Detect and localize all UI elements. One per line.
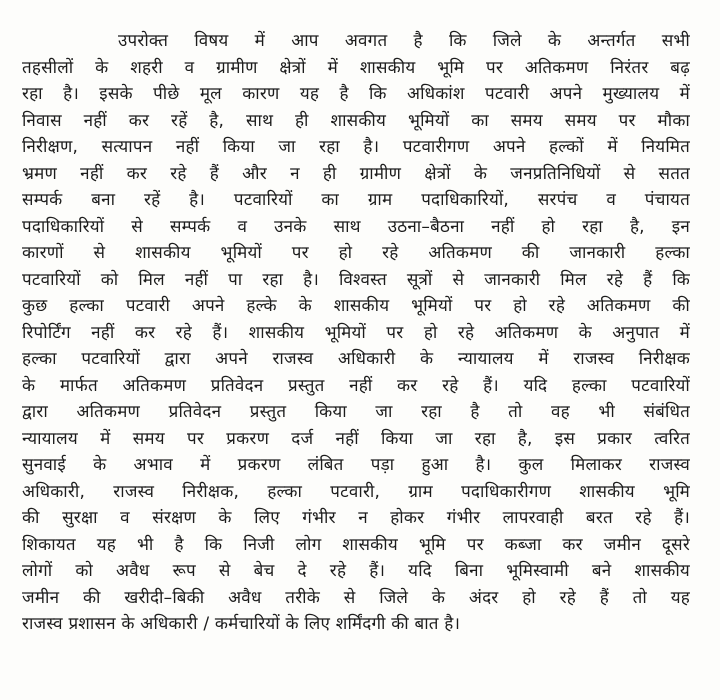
paragraph-line: द्वारा अतिकमण प्रतिवेदन प्रस्तुत किया जा रहा है तो वह भी संबंधित (22, 402, 690, 422)
body-paragraph (22, 28, 690, 638)
paragraph-line: पदाधिकारियों से सम्पर्क व उनके साथ उठना–बैठना नहीं हो रहा है, इन (22, 216, 690, 237)
paragraph-line: रिपोर्टिंग नहीं कर रहे हैं। शासकीय भूमियों पर हो रहे अतिकमण के अनुपात में (22, 322, 690, 343)
paragraph-line: राजस्व प्रशासन के अधिकारी / कर्मचारियों के लिए शर्मिंदगी की बात है। (22, 614, 461, 634)
paragraph-line: न्यायालय में समय पर प्रकरण दर्ज नहीं किया जा रहा है, इस प्रकार त्वरित (22, 428, 690, 449)
paragraph-line: तहसीलों के शहरी व ग्रामीण क्षेत्रों में शासकीय भूमि पर अतिकमण निरंतर बढ़ (22, 57, 690, 78)
paragraph-line: की सुरक्षा व संरक्षण के लिए गंभीर न होकर गंभीर लापरवाही बरत रहे हैं। (22, 508, 690, 528)
paragraph-line: लोगों को अवैध रूप से बेच दे रहे हैं। यदि बिना भूमिस्वामी बने शासकीय (22, 561, 690, 581)
paragraph-line: जमीन की खरीदी–बिकी अवैध तरीके से जिले के अंदर हो रहे हैं तो यह (22, 587, 690, 608)
paragraph-line: के मार्फत अतिकमण प्रतिवेदन प्रस्तुत नहीं कर रहे हैं। यदि हल्का पटवारियों (22, 375, 690, 396)
paragraph-line: कारणों से शासकीय भूमियों पर हो रहे अतिकमण की जानकारी हल्का (22, 243, 690, 263)
paragraph-line: शिकायत यह भी है कि निजी लोग शासकीय भूमि पर कब्जा कर जमीन दूसरे (22, 534, 690, 555)
paragraph-line: सुनवाई के अभाव में प्रकरण लंबित पड़ा हुआ है। कुल मिलाकर राजस्व (22, 455, 690, 475)
paragraph-line: सम्पर्क बना रहें है। पटवारियों का ग्राम पदाधिकारियों, सरपंच व पंचायत (22, 190, 690, 210)
paragraph-line: कुछ हल्का पटवारी अपने हल्के के शासकीय भूमियों पर हो रहे अतिकमण की (22, 296, 690, 316)
paragraph-line: भ्रमण नहीं कर रहे हैं और न ही ग्रामीण क्षेत्रों के जनप्रतिनिधियों से सतत (22, 163, 690, 184)
paragraph-line: हल्का पटवारियों द्वारा अपने राजस्व अधिकारी के न्यायालय में राजस्व निरीक्षक (22, 349, 690, 369)
paragraph-line: निवास नहीं कर रहें है, साथ ही शासकीय भूमियों का समय समय पर मौका (22, 110, 690, 131)
paragraph-line: उपरोक्त विषय में आप अवगत है कि जिले के अन्तर्गत सभी (118, 31, 690, 51)
paragraph-line: अधिकारी, राजस्व निरीक्षक, हल्का पटवारी, ग्राम पदाधिकारीगण शासकीय भूमि (22, 481, 690, 502)
paragraph-line: रहा है। इसके पीछे मूल कारण यह है कि अधिकांश पटवारी अपने मुख्यालय में (22, 84, 690, 104)
paragraph-line: पटवारियों को मिल नहीं पा रहा है। विश्वस्त सूत्रों से जानकारी मिल रहे हैं कि (22, 269, 690, 290)
paragraph-line: निरीक्षण, सत्यापन नहीं किया जा रहा है। पटवारीगण अपने हल्कों में नियमित (22, 137, 690, 157)
